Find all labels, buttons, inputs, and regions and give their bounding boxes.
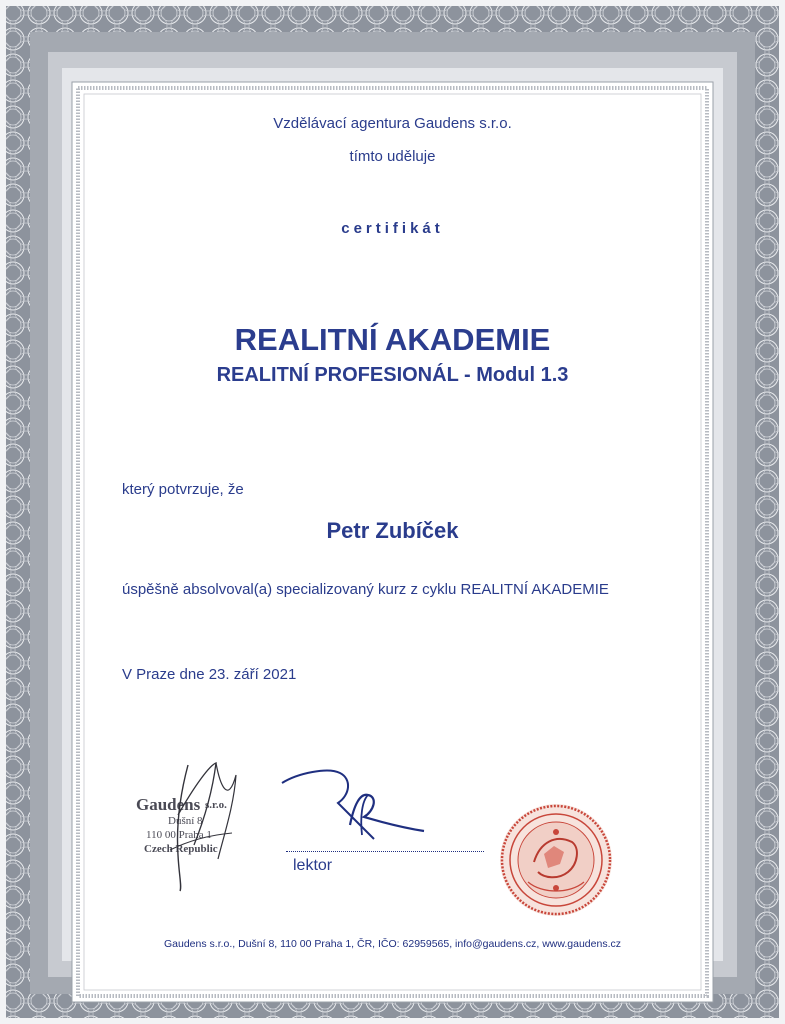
- stamp-company-name: Gaudens: [136, 795, 201, 814]
- stamp-company-suffix: s.r.o.: [205, 799, 227, 811]
- recipient-name: Petr Zubíček: [326, 518, 459, 543]
- lecturer-label: lektor: [293, 857, 333, 874]
- wax-seal: [498, 802, 614, 918]
- footer-contact: Gaudens s.r.o., Dušní 8, 110 00 Praha 1, ČR, IČO: 62959565, info@gaudens.cz, www.gaudens.cz: [164, 938, 621, 950]
- program-title: REALITNÍ AKADEMIE: [234, 322, 551, 357]
- grant-line: tímto uděluje: [349, 148, 436, 165]
- document-type-heading: certifikát: [341, 220, 444, 237]
- director-signature: [150, 755, 250, 895]
- signature-line: [286, 851, 484, 852]
- confirmation-line: který potvrzuje, že: [122, 481, 244, 498]
- stamp-street: Dušní 8: [168, 815, 203, 827]
- lecturer-signature: [278, 765, 428, 845]
- place-and-date: V Praze dne 23. září 2021: [122, 666, 297, 683]
- issuer-name: Vzdělávací agentura Gaudens s.r.o.: [273, 115, 512, 132]
- stamp-country: Czech Republic: [144, 843, 218, 855]
- stamp-city: 110 00 Praha 1: [146, 829, 212, 841]
- completion-statement: úspěšně absolvoval(a) specializovaný kurz z cyklu REALITNÍ AKADEMIE: [122, 581, 609, 598]
- module-title: REALITNÍ PROFESIONÁL - Modul 1.3: [216, 364, 569, 386]
